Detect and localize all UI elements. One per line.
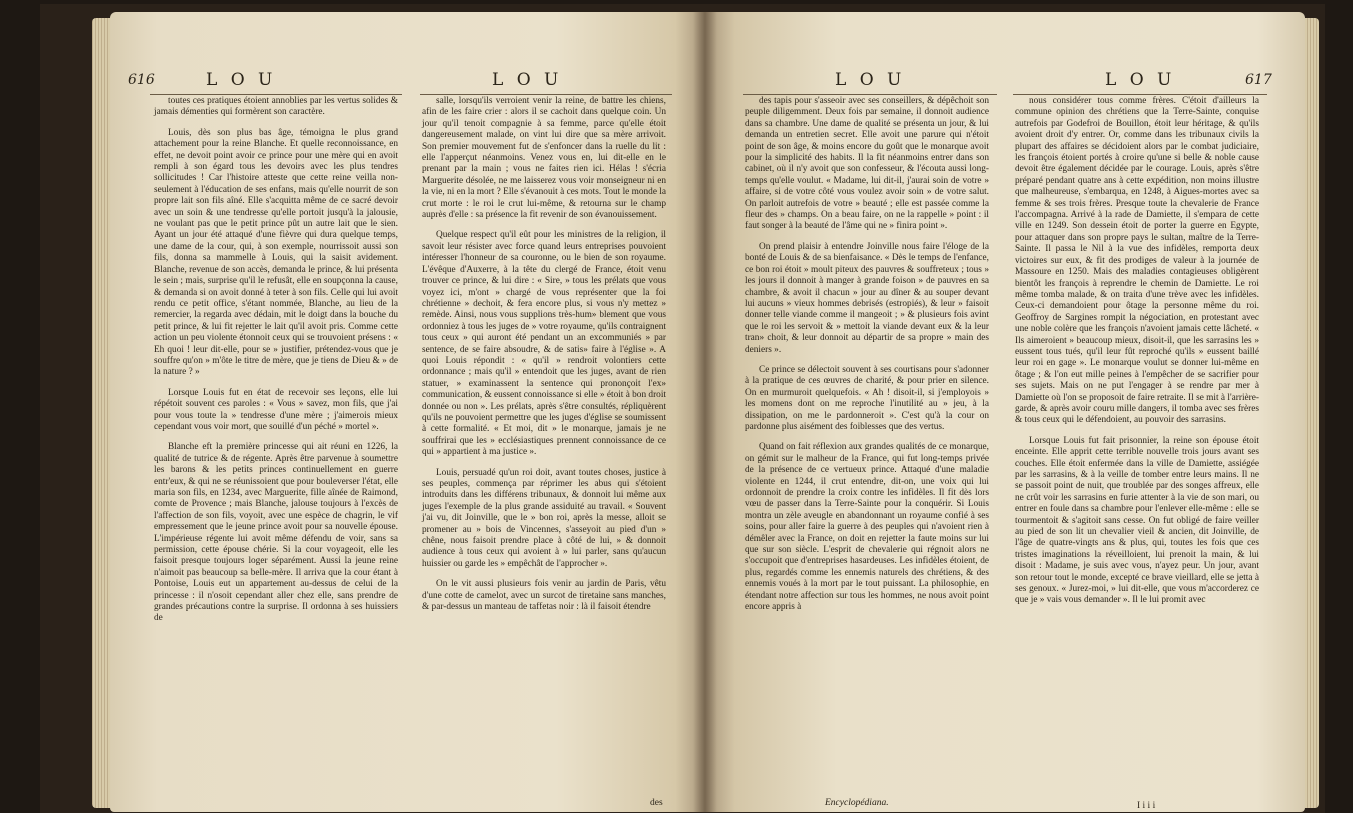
paragraph: des tapis pour s'asseoir avec ses conseillers, & dépêchoit son peuple diligemment. Deux fois par semaine, il donnoit audience dans sa chambre. Une dame de qualité se présenta un jour, & lui demanda un entretien secret. Elle avoit une parure qui n'étoit point de son âge, & moins encore du goût que le monarque avoit pour la simplicité des habits. Il la fit néanmoins entrer dans son cabinet, où il n'y avoit que son confesseur, & l'écouta aussi long-temps qu'elle voulut. « Madame, lui dit-il, j'aurai soin de votre » affaire, si de votre côté vous voulez avoir soin » de votre salut. On parloit autrefois de votre » beauté ; elle est passée comme la fleur des » champs. On a beau faire, on ne la rappelle » point : il faut songer à la beauté de l'âme qui ne » finira point ». [745,96,989,232]
text-column-2 [1015,96,1259,607]
signature-mark: I i i i [1137,801,1156,811]
paragraph: salle, lorsqu'ils verroient venir la reine, de battre les chiens, afin de les faire crier : alors il se cachoit dans quelque coin. Un jour qu'il tenoit compagnie à sa femme, parce qu'elle étoit dangereusement malade, on vint lui dire que sa mère arrivoit. Son premier mouvement fut de s'enfoncer dans la ruelle du lit : elle l'apperçut néanmoins. Venez vous en, lui dit-elle en le prenant par la main ; vous ne faites rien ici. Hélas ! s'écria Marguerite désolée, ne me laisserez vous voir monseigneur ni en la vie, ni en la mort ? Elle s'évanouit à ces mots. Tout le monde la crut morte : le roi le crut lui-même, & retourna sur le champ auprès d'elle : sa présence la fit revenir de son évanouissement. [422,96,666,221]
text-column-1 [745,96,989,613]
paragraph: nous considérer tous comme frères. C'étoit d'ailleurs la commune opinion des chrétiens que la Terre-Sainte, conquise autrefois par Godefroi de Bouillon, étoit leur héritage, & qu'ils avoient droit d'y entrer. Or, comme dans les tribunaux civils la plupart des affaires se décidoient alors par le combat judiciaire, les françois étoient portés à croire qu'une si belle & noble cause devoit être également décidée par le courage. Louis, après s'être préparé pendant quatre ans à cette expédition, non moins illustre que malheureuse, s'embarqua, en 1248, à Aigues-mortes avec sa femme & ses trois frères. Presque toute la chevalerie de France l'accompagna. Arrivé à la rade de Damiette, il s'empara de cette ville en 1249. Son dessein étoit de porter la guerre en Egypte, pour attaquer dans son propre pays le sultan, maître de la Terre-Sainte. Il passa le Nil à la vue des infidèles, remporta deux victoires sur eux, & fit des prodiges de valeur à la journée de Massoure en 1250. Mais des maladies contagieuses obligèrent bientôt les françois à reprendre le chemin de Damiette. Le roi même tomba malade, & on traita d'une trève avec les infidèles. Ceux-ci demandoient pour ôtage la personne même du roi. Geoffroy de Sargines rompit la négociation, en protestant avec une noble colère que les françois n'avoient jamais cette lâcheté. « Ils aimeroient » beaucoup mieux, disoit-il, que les sarrasins les » eussent tous tués, qu'il leur fût reproché qu'ils » eussent baillé leur roi en gage ». Le monarque voulut se donner lui-même en ôtage ; & l'on eut mille peines à l'empêcher de se sacrifier pour ses sujets. Mais on ne put l'engager à se rendre par mer à Damiette où l'on se proposoit de faire retraite. Il se mit à l'arrière-garde, & après avoir couru mille dangers, il tomba avec ses frères & tous ceux qui le défendoient, au pouvoir des sarrasins. [1015,96,1259,426]
text-column-2 [422,96,666,613]
paragraph: Quand on fait réflexion aux grandes qualités de ce monarque, on gémit sur le malheur de la France, qui fut long-temps privée de la présence de ce vertueux prince. Attaqué d'une maladie violente en 1244, il crut entendre, dit-on, une voix qui lui ordonnoit de prendre la croix contre les infidèles. Il fit dès lors vœu de passer dans la Terre-Sainte pour la conquérir. Si Louis montra un zèle aveugle en abandonnant un royaume confié à ses soins, pour aller faire la guerre à des peuples qui n'avoient rien à démêler avec la France, on doit en rejetter la faute moins sur lui que sur son siècle. L'esprit de chevalerie qui régnoit alors ne s'occupoit que d'entreprises hasardeuses. Les infidèles étoient, de plus, regardés comme les ennemis naturels des chrétiens, & des ennemis voués à la mort par le tout puissant. La philosophie, en étendant notre affection sur tous les hommes, ne nous avoit point encore appris à [745,442,989,613]
paragraph: Ce prince se délectoit souvent à ses courtisans pour s'adonner à la pratique de ces œuvres de charité, & pour prier en silence. On en murmuroit quelquefois. « Ah ! disoit-il, si j'employois » les momens dont on me reproche l'inutilité au » jeu, à la dissipation, on me le pardonneroit ». C'est qu'à la cour on pardonne plus aisément des foiblesses que des vertus. [745,364,989,432]
paragraph: Louis, dès son plus bas âge, témoigna le plus grand attachement pour la reine Blanche. Et quelle reconnoissance, en effet, ne devoit point avoir ce prince pour une mère qui en avoit rempli à son égard tous les devoirs avec les plus tendres sollicitudes ! Car l'histoire atteste que cette reine veilla non-seulement à l'éducation de ses enfans, mais qu'elle nourrit de son propre lait son fils aîné. Elle s'acquitta même de ce sacré devoir avec un soin & une tendresse qu'elle portoit jusqu'à la jalousie, ne voulant pas que le petit prince pût un autre lait que le sien. Ayant un jour été attaqué d'une fièvre qui dura quelque temps, une dame de la cour, qui, à son exemple, nourrissoit aussi son fils, donna sa mammelle à Louis, qui la saisit avidement. Blanche, revenue de son accès, demanda le prince, & lui présenta le sein ; mais, surprise qu'il le refusât, elle en soupçonna la cause, & demanda si on avoit donné à teter à son fils. Celle qui lui avoit rendu ce petit office, s'étant nommée, Blanche, au lieu de la remercier, la regarda avec dédain, mit le doigt dans la bouche du petit prince, & lui fit rejetter le lait qu'il avoit pris. Comme cette action un peu violente étonnoit ceux qui se trouvoient présens : « Eh quoi ! leur dit-elle, pour se » justifier, prétendez-vous que je souffre qu'on » m'ôte le titre de mère, que je tiens de Dieu & » de la nature ? » [154,127,398,378]
header-rule [1013,94,1267,95]
paragraph: Blanche eft la première princesse qui ait réuni en 1226, la qualité de tutrice & de régente. Après être parvenue à soumettre les barons & les petits princes continuellement en guerre entr'eux, & qui ne se réunissoient que pour bouleverser l'état, elle maria son fils, en 1234, avec Marguerite, fille aînée de Raimond, comte de Provence ; mais Blanche, jalouse toujours à l'excès de l'affection de son fils, voyoit, avec une espèce de chagrin, le vif empressement que le jeune prince avoit pour sa nouvelle épouse. L'impérieuse régente lui avoit même défendu de voir, sans sa permission, cette épouse chérie. Si la cour voyageoit, elle les faisoit presque toujours loger séparément. Aussi la jeune reine n'aimoit pas beaucoup sa belle-mère. Il arriva que la cour étant à Pontoise, Louis eut un appartement au-dessus de celui de la princesse : il n'osoit cependant aller chez elle, sans prendre de grandes précautions contre la surprise. Il ordonna à ses huissiers de [154,442,398,624]
catchword: des [650,798,663,808]
paragraph: Lorsque Louis fut en état de recevoir ses leçons, elle lui répétoit souvent ces paroles : « Vous » savez, mon fils, que j'ai pour vous toute la » tendresse d'une mère ; j'aimerois mieux cependant vous voir mort, que souillé d'un péché » mortel ». [154,387,398,432]
running-head: L O U [835,70,906,90]
running-head: L O U [206,70,277,90]
book-spread [40,4,1325,813]
left-page [110,12,705,812]
right-page-edges [1305,18,1319,808]
paragraph: Quelque respect qu'il eût pour les ministres de la religion, il savoit leur résister avec force quand leurs entreprises pouvoient intéresser l'honneur de sa couronne, ou le bien de son royaume. L'évêque d'Auxerre, à la tête du clergé de France, étoit venu trouver ce prince, & lui dire : « Sire, » tous les prélats que vous voyez ici, m'ont » chargé de vous représenter que la foi chrétienne » dechoit, & fera encore plus, si vous n'y mettez » remède. Ainsi, nous vous supplions très-hum» blement que vous ordonniez à tous les juges de » votre royaume, qu'ils contraignent tous ceux » qui auront été pendant un an excommuniés » par sentence, de se faire absoudre, & de satis» faire à l'église ». A quoi Louis répondit : « qu'il » rendroit volontiers cette ordonnance ; mais qu'il » entendoit que les juges, avant de rien statuer, » examinassent la sentence qui prononçoit l'ex» communication, & eussent connoissance si elle » étoit à bon droit donnée ou non ». Les prélats, après s'être consultés, répliquèrent qu'ils ne pouvoient permettre que les juges d'église se soumissent à cette formalité. « Et moi, dit » le monarque, jamais je ne souffrirai que les » ecclésiastiques prennent connoissance de ce qui » appartient à ma justice ». [422,230,666,458]
paragraph: Lorsque Louis fut fait prisonnier, la reine son épouse étoit enceinte. Elle apprit cette terrible nouvelle trois jours avant ses couches. Elle étoit enfermée dans la ville de Damiette, assiégée par les sarrasins, & à la veille de tomber entre leurs mains. Il ne se passoit point de nuit, que troublée par des songes affreux, elle ne crût voir les sarrasins en furie attenter à la vie de son mari, ou entrer en foule dans sa chambre pour l'enlever elle-même : elle se tourmentoit & s'agitoit sans cesse. On fut obligé de faire veiller au pied de son lit un chevalier vieil & ancien, dit Joinville, de l'âge de quatre-vingts ans & plus, qui, toutes les fois que ces tristes imaginations la réveilloient, lui prenoit la main, & lui disoit : Madame, je suis avec vous, n'ayez peur. Un jour, avant son retour tout le monde, excepté ce brave vieillard, elle se jetta à ses genoux. « Jurez-moi, » lui dit-elle, que vous m'accorderez ce que je » vais vous demander ». Il le lui promit avec [1015,435,1259,606]
paragraph: On le vit aussi plusieurs fois venir au jardin de Paris, vêtu d'une cotte de camelot, avec un surcot de tiretaine sans manches, & par-dessus un manteau de taffetas noir : là il faisoit étendre [422,579,666,613]
right-page [705,12,1305,812]
page-number: 617 [1245,72,1272,88]
paragraph: toutes ces pratiques étoient annoblies par les vertus solides & jamais démenties qui formèrent son caractère. [154,96,398,118]
paragraph: Louis, persuadé qu'un roi doit, avant toutes choses, justice à ses peuples, commença par réprimer les abus qui s'étoient introduits dans les différens tribunaux, & donnoit lui même aux juges l'exemple de la plus grande assiduité au travail. « Souvent j'ai vu, dit Joinville, que le » bon roi, après la messe, alloit se promener au » bois de Vincennes, s'asseyoit au pied d'un » chêne, nous faisoit prendre place à côté de lui, » & donnoit audience à tous ceux qui avoient à » lui parler, sans qu'aucun huissier ou garde les » empêchât de l'approcher ». [422,467,666,569]
running-head: L O U [492,70,563,90]
footer-title: Encyclopédiana. [825,798,889,808]
header-rule [150,94,402,95]
page-number: 616 [128,72,155,88]
paragraph: On prend plaisir à entendre Joinville nous faire l'éloge de la bonté de Louis & de sa bienfaisance. « Dès le temps de l'enfance, ce bon roi étoit » moult piteux des pauvres & souffreteux ; tous » les jours il donnoit à manger à grande foison » de pauvres en sa chambre, & avoit il chacun » jour au dîner & au souper devant lui aucuns » vieux hommes debrisés (estropiés), & leur » faisoit donner telle viande comme il mangeoit ; » & plusieurs fois avint que le roi les servoit & » mettoit la viande devant eux & la leur tran» choit, & leur donnoit au départir de sa propre » main des deniers ». [745,241,989,355]
left-page-edges [92,18,110,808]
header-rule [743,94,997,95]
text-column-1 [154,96,398,625]
header-rule [420,94,672,95]
running-head: L O U [1105,70,1176,90]
